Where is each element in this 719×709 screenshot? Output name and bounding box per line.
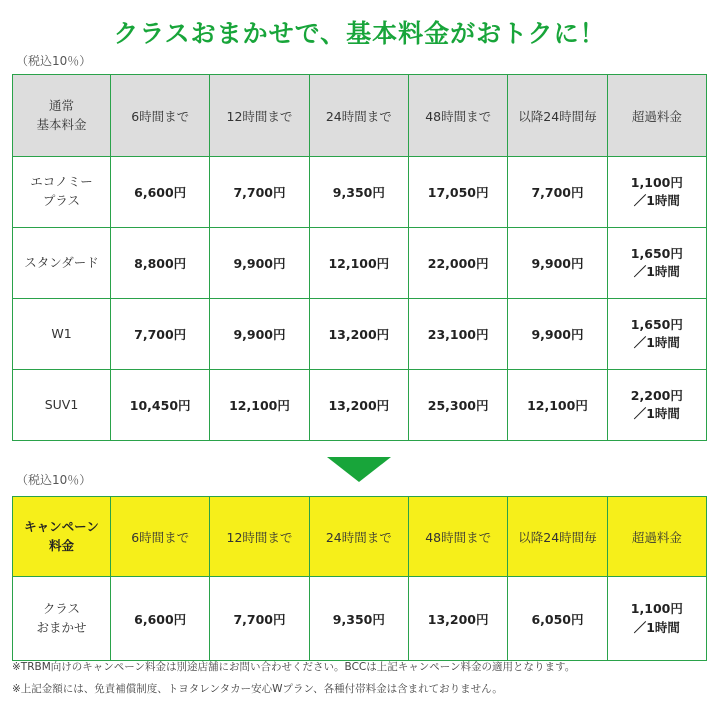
price-cell: 6,600円 [111, 577, 210, 661]
price-cell: 13,200円 [309, 370, 408, 441]
table-row [13, 157, 707, 228]
price-cell: 9,900円 [508, 299, 607, 370]
price-cell: 7,700円 [508, 157, 607, 228]
price-cell: 13,200円 [408, 577, 507, 661]
column-header: 超過料金 [607, 75, 706, 157]
price-cell: 10,450円 [111, 370, 210, 441]
price-cell: 17,050円 [408, 157, 507, 228]
table-row [13, 299, 707, 370]
basic-rate-table [12, 74, 707, 441]
column-header: 以降24時間毎 [508, 497, 607, 577]
price-cell: 23,100円 [408, 299, 507, 370]
price-cell: 9,350円 [309, 577, 408, 661]
price-cell: 7,700円 [210, 157, 309, 228]
table-header-row [13, 75, 707, 157]
campaign-rate-table [12, 496, 707, 661]
column-header: 6時間まで [111, 75, 210, 157]
column-header: 6時間まで [111, 497, 210, 577]
column-header: 12時間まで [210, 497, 309, 577]
row-label: W1 [13, 299, 111, 370]
tax-note: （税込10％） [16, 54, 92, 68]
column-header: 48時間まで [408, 497, 507, 577]
price-cell: 6,600円 [111, 157, 210, 228]
overtime-cell: 1,100円 ／1時間 [607, 157, 706, 228]
price-cell: 22,000円 [408, 228, 507, 299]
row-label: SUV1 [13, 370, 111, 441]
overtime-cell: 1,650円 ／1時間 [607, 228, 706, 299]
price-cell: 9,900円 [210, 299, 309, 370]
footnote: ※上記金額には、免責補償制度、トヨタレンタカー安心Wプラン、各種付帯料金は含まれておりません。 [12, 683, 503, 695]
campaign-header-label: キャンペーン 料金 [13, 497, 111, 577]
column-header: 以降24時間毎 [508, 75, 607, 157]
price-cell: 12,100円 [210, 370, 309, 441]
column-header: 24時間まで [309, 75, 408, 157]
table-row [13, 228, 707, 299]
table-row [13, 370, 707, 441]
page-title: クラスおまかせで、基本料金がおトクに！ [113, 19, 606, 48]
price-cell: 9,900円 [508, 228, 607, 299]
price-cell: 25,300円 [408, 370, 507, 441]
price-cell: 12,100円 [508, 370, 607, 441]
price-cell: 8,800円 [111, 228, 210, 299]
row-label: エコノミー プラス [13, 157, 111, 228]
row-label: クラス おまかせ [13, 577, 111, 661]
column-header: 12時間まで [210, 75, 309, 157]
footnote: ※TRBM向けのキャンペーン料金は別途店舗にお問い合わせください。BCCは上記キャンペーン料金の適用となります。 [12, 661, 576, 673]
table-header-row [13, 497, 707, 577]
tax-note: （税込10％） [16, 473, 92, 487]
price-cell: 7,700円 [210, 577, 309, 661]
overtime-cell: 1,650円 ／1時間 [607, 299, 706, 370]
price-cell: 6,050円 [508, 577, 607, 661]
basic-header-label: 通常 基本料金 [13, 75, 111, 157]
column-header: 超過料金 [607, 497, 706, 577]
price-cell: 9,350円 [309, 157, 408, 228]
price-cell: 7,700円 [111, 299, 210, 370]
table-row [13, 577, 707, 661]
overtime-cell: 2,200円 ／1時間 [607, 370, 706, 441]
row-label: スタンダード [13, 228, 111, 299]
down-arrow-icon [327, 457, 391, 482]
overtime-cell: 1,100円 ／1時間 [607, 577, 706, 661]
column-header: 24時間まで [309, 497, 408, 577]
column-header: 48時間まで [408, 75, 507, 157]
price-cell: 12,100円 [309, 228, 408, 299]
price-cell: 13,200円 [309, 299, 408, 370]
price-cell: 9,900円 [210, 228, 309, 299]
